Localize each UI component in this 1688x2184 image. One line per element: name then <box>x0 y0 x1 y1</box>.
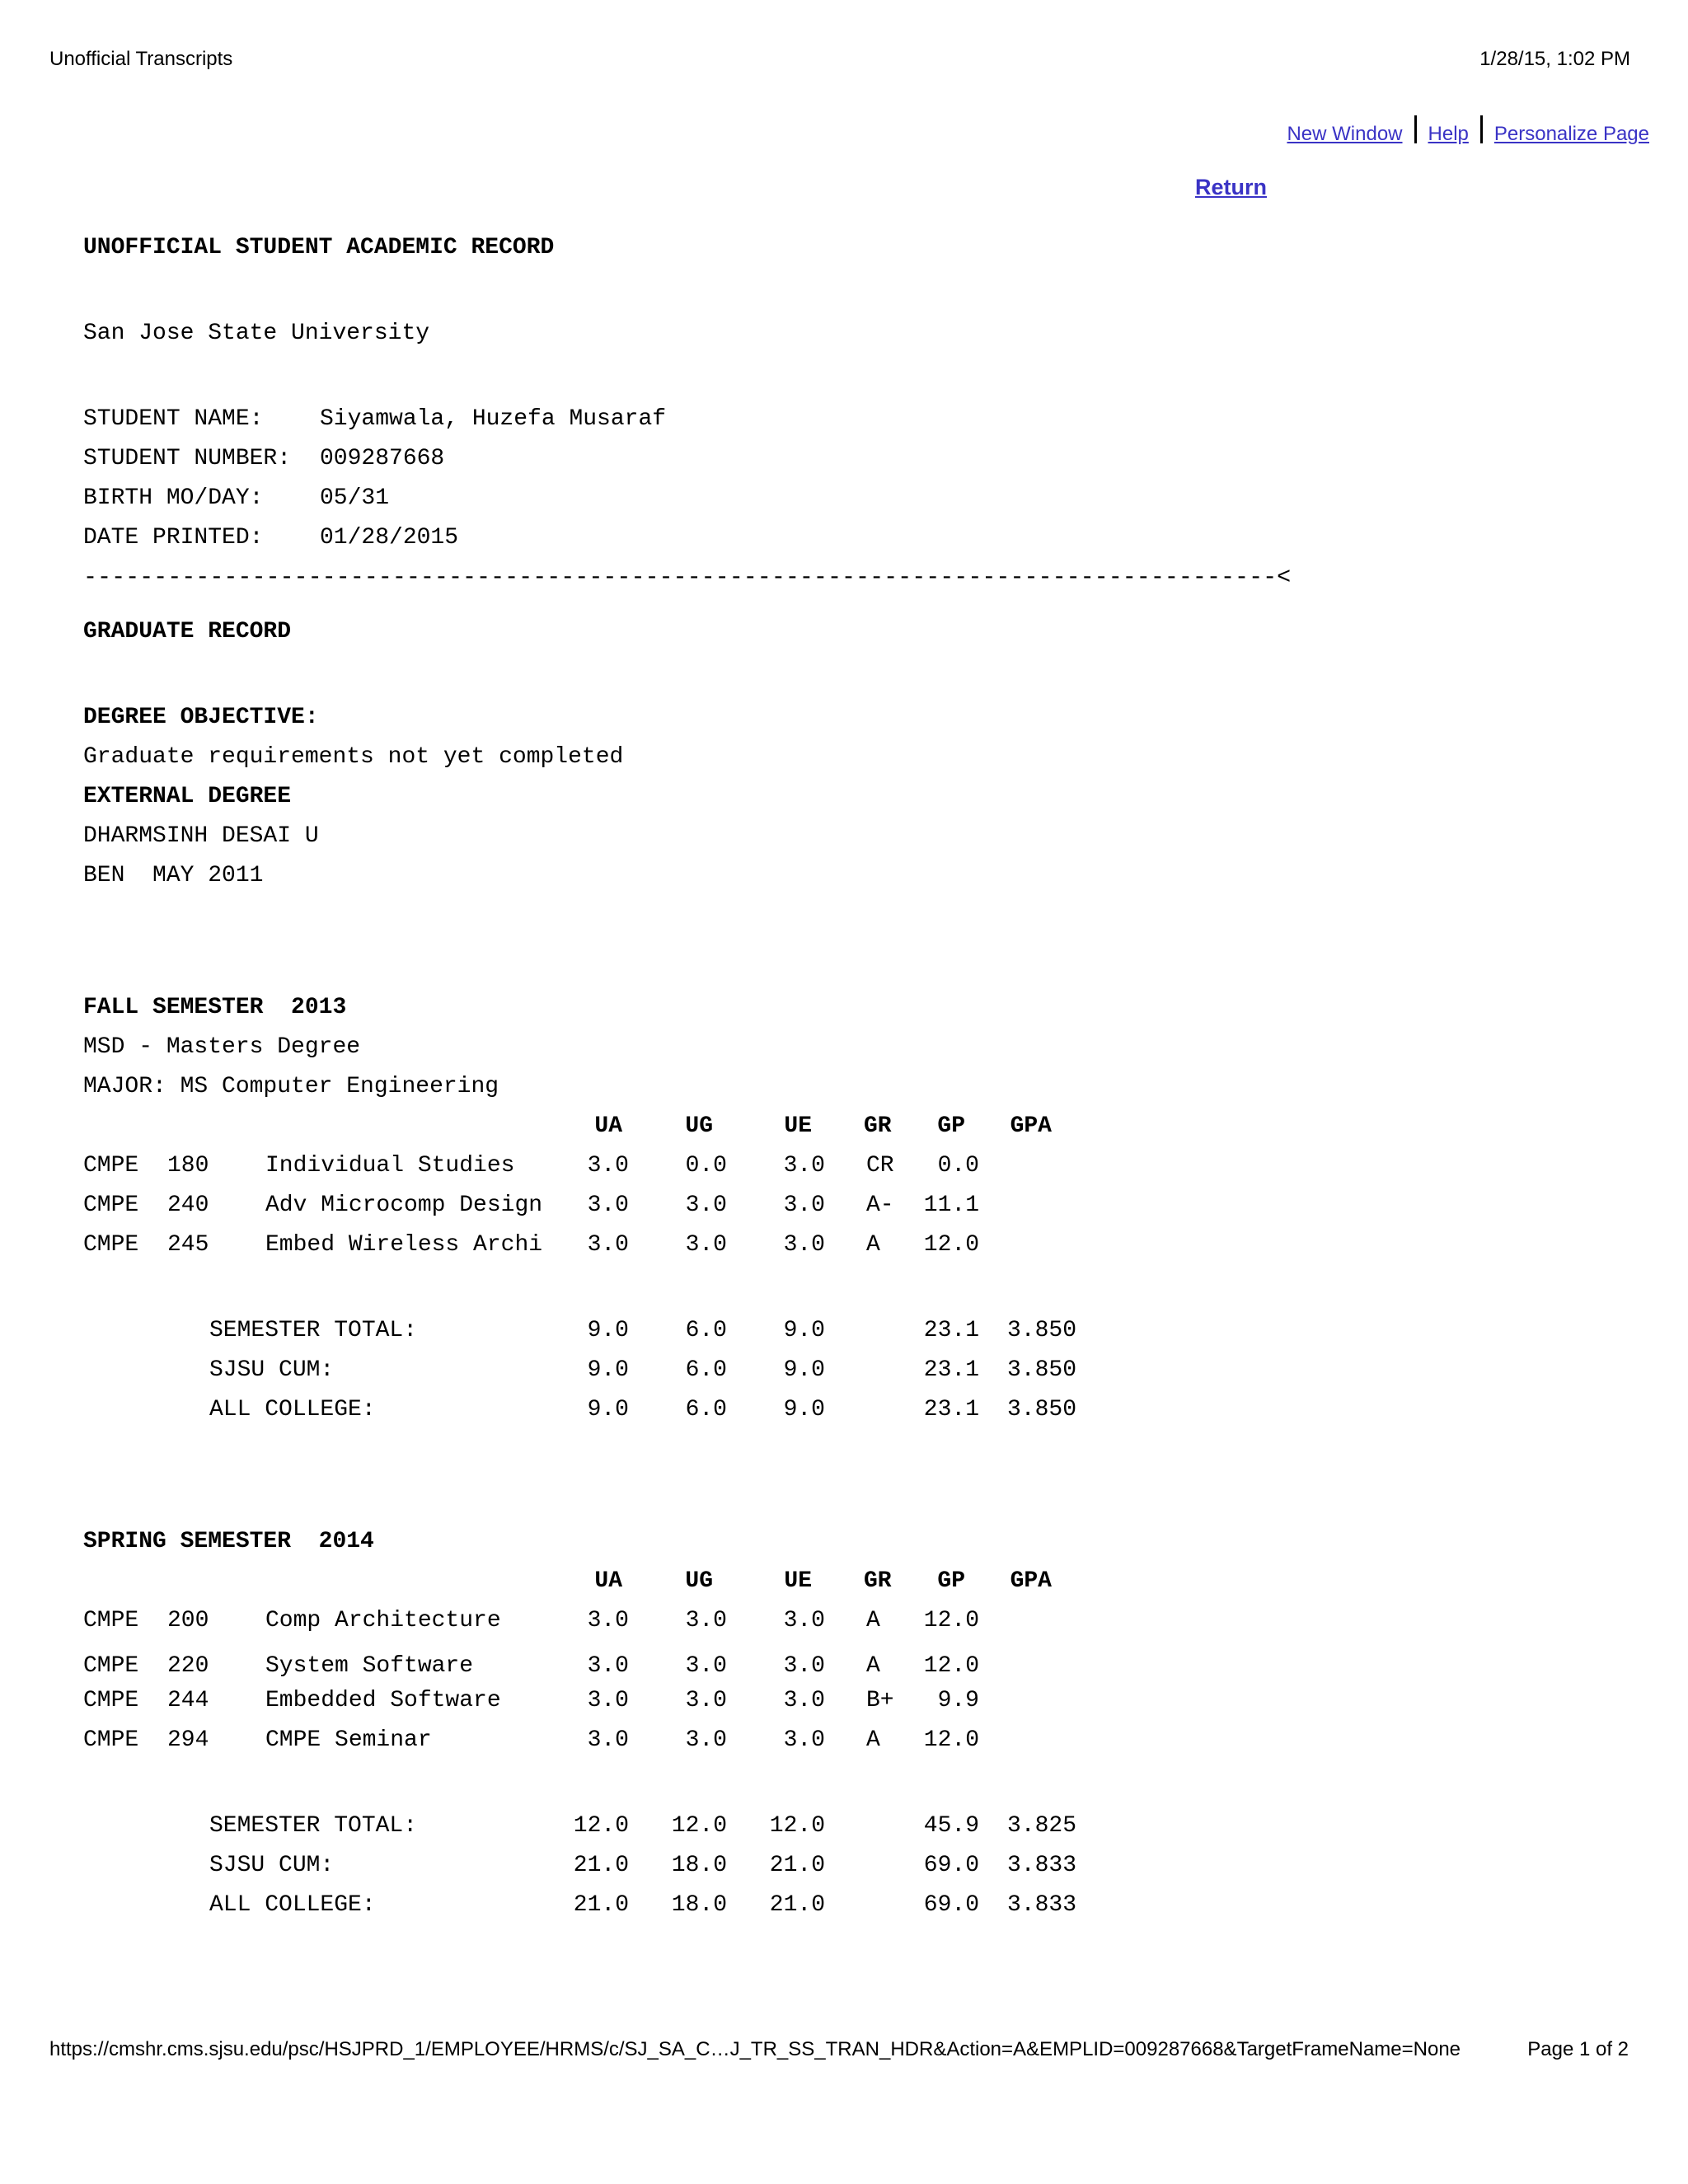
totals-gpa: 3.825 <box>1006 1813 1076 1839</box>
course-ue: 3.0 <box>783 1688 825 1713</box>
new-window-link[interactable]: New Window <box>1287 123 1403 145</box>
course-ue: 3.0 <box>783 1153 825 1179</box>
fall-semester-heading: FALL SEMESTER 2013 <box>83 995 347 1020</box>
date-printed-value: 01/28/2015 <box>320 525 459 551</box>
totals-ug: 12.0 <box>671 1813 727 1839</box>
totals-ua: 9.0 <box>587 1397 629 1422</box>
course-ua: 3.0 <box>587 1608 629 1633</box>
totals-gpa: 3.833 <box>1006 1892 1076 1918</box>
date-printed-label: DATE PRINTED: <box>83 525 264 551</box>
totals-ug: 18.0 <box>671 1892 727 1918</box>
totals-ua: 12.0 <box>573 1813 629 1839</box>
course-ue: 3.0 <box>783 1193 825 1218</box>
print-footer-page: Page 1 of 2 <box>1527 2038 1629 2060</box>
totals-ua: 21.0 <box>573 1853 629 1878</box>
totals-gp: 69.0 <box>923 1853 979 1878</box>
course-ua: 3.0 <box>587 1688 629 1713</box>
birth-value: 05/31 <box>320 485 390 511</box>
spring-semester-heading: SPRING SEMESTER 2014 <box>83 1529 374 1554</box>
degree-objective-label: DEGREE OBJECTIVE: <box>83 705 319 730</box>
totals-ug: 6.0 <box>685 1397 727 1422</box>
course-ug: 3.0 <box>685 1193 727 1218</box>
student-name-label: STUDENT NAME: <box>83 406 264 432</box>
course-grade: A <box>866 1727 880 1753</box>
totals-gpa: 3.850 <box>1006 1357 1076 1383</box>
totals-ua: 9.0 <box>587 1318 629 1343</box>
course-dept: CMPE <box>83 1727 139 1753</box>
course-name: System Software <box>265 1653 474 1679</box>
course-dept: CMPE <box>83 1653 139 1679</box>
page-links <box>1287 120 1649 148</box>
course-grade: B+ <box>866 1688 894 1713</box>
course-number: 180 <box>167 1153 209 1179</box>
student-name-value: Siyamwala, Huzefa Musaraf <box>320 406 667 432</box>
course-name: Embedded Software <box>265 1688 501 1713</box>
course-name: Individual Studies <box>265 1153 515 1179</box>
totals-gpa: 3.833 <box>1006 1853 1076 1878</box>
student-number-value: 009287668 <box>320 446 445 471</box>
course-ua: 3.0 <box>587 1153 629 1179</box>
return-link[interactable]: Return <box>1195 175 1267 199</box>
course-dept: CMPE <box>83 1608 139 1633</box>
fall-program: MSD - Masters Degree <box>83 1034 361 1060</box>
totals-ue: 9.0 <box>783 1357 825 1383</box>
external-school: DHARMSINH DESAI U <box>83 823 319 849</box>
link-separator <box>1480 115 1483 143</box>
course-ug: 3.0 <box>685 1727 727 1753</box>
col-header-ua: UA <box>594 1113 622 1139</box>
totals-label: SEMESTER TOTAL: <box>209 1318 418 1343</box>
course-ua: 3.0 <box>587 1193 629 1218</box>
fall-major: MAJOR: MS Computer Engineering <box>83 1074 499 1099</box>
course-number: 220 <box>167 1653 209 1679</box>
course-number: 294 <box>167 1727 209 1753</box>
course-grade: A <box>866 1232 880 1258</box>
course-grade: A- <box>866 1193 894 1218</box>
course-ue: 3.0 <box>783 1653 825 1679</box>
course-number: 240 <box>167 1193 209 1218</box>
course-ua: 3.0 <box>587 1232 629 1258</box>
totals-label: SJSU CUM: <box>209 1357 335 1383</box>
course-ue: 3.0 <box>783 1232 825 1258</box>
course-ug: 3.0 <box>685 1653 727 1679</box>
totals-label: ALL COLLEGE: <box>209 1892 376 1918</box>
col-header-ua: UA <box>594 1568 622 1594</box>
course-grade: A <box>866 1608 880 1633</box>
course-ue: 3.0 <box>783 1727 825 1753</box>
totals-label: SJSU CUM: <box>209 1853 335 1878</box>
course-ue: 3.0 <box>783 1608 825 1633</box>
course-gp: 9.9 <box>937 1688 979 1713</box>
totals-gp: 23.1 <box>923 1357 979 1383</box>
course-ua: 3.0 <box>587 1727 629 1753</box>
totals-gp: 23.1 <box>923 1397 979 1422</box>
totals-ue: 9.0 <box>783 1318 825 1343</box>
col-header-gr: GR <box>864 1113 892 1139</box>
col-header-gpa: GPA <box>1010 1113 1052 1139</box>
personalize-page-link[interactable]: Personalize Page <box>1493 123 1649 145</box>
col-header-gpa: GPA <box>1010 1568 1052 1594</box>
course-gp: 11.1 <box>923 1193 979 1218</box>
course-ug: 0.0 <box>685 1153 727 1179</box>
course-gp: 12.0 <box>923 1232 979 1258</box>
course-name: Adv Microcomp Design <box>265 1193 543 1218</box>
col-header-ue: UE <box>784 1113 812 1139</box>
totals-gp: 23.1 <box>923 1318 979 1343</box>
course-grade: A <box>866 1653 880 1679</box>
totals-ug: 6.0 <box>685 1357 727 1383</box>
course-number: 245 <box>167 1232 209 1258</box>
link-separator <box>1414 115 1417 143</box>
totals-ug: 18.0 <box>671 1853 727 1878</box>
print-header-title: Unofficial Transcripts <box>49 48 233 70</box>
university-name: San Jose State University <box>83 321 430 346</box>
course-dept: CMPE <box>83 1232 139 1258</box>
totals-ue: 21.0 <box>769 1853 825 1878</box>
course-ug: 3.0 <box>685 1608 727 1633</box>
totals-gpa: 3.850 <box>1006 1397 1076 1422</box>
graduate-record-heading: GRADUATE RECORD <box>83 619 292 644</box>
totals-gpa: 3.850 <box>1006 1318 1076 1343</box>
totals-ua: 9.0 <box>587 1357 629 1383</box>
help-link[interactable]: Help <box>1428 123 1469 145</box>
col-header-gp: GP <box>937 1568 965 1594</box>
col-header-ug: UG <box>685 1568 713 1594</box>
birth-label: BIRTH MO/DAY: <box>83 485 264 511</box>
totals-label: SEMESTER TOTAL: <box>209 1813 418 1839</box>
course-name: Comp Architecture <box>265 1608 501 1633</box>
course-ua: 3.0 <box>587 1653 629 1679</box>
degree-objective-value: Graduate requirements not yet completed <box>83 744 624 770</box>
totals-gp: 69.0 <box>923 1892 979 1918</box>
course-ug: 3.0 <box>685 1232 727 1258</box>
totals-ue: 9.0 <box>783 1397 825 1422</box>
course-grade: CR <box>866 1153 894 1179</box>
course-ug: 3.0 <box>685 1688 727 1713</box>
col-header-gr: GR <box>864 1568 892 1594</box>
course-name: Embed Wireless Archi <box>265 1232 543 1258</box>
course-number: 244 <box>167 1688 209 1713</box>
totals-ue: 21.0 <box>769 1892 825 1918</box>
course-gp: 0.0 <box>937 1153 979 1179</box>
print-footer-url: https://cmshr.cms.sjsu.edu/psc/HSJPRD_1/EMPLOYEE/HRMS/c/SJ_SA_C…J_TR_SS_TRAN_HDR&Action=A&EMPLID=009287668&TargetFrameName=None <box>49 2038 1461 2060</box>
course-gp: 12.0 <box>923 1653 979 1679</box>
totals-ua: 21.0 <box>573 1892 629 1918</box>
course-dept: CMPE <box>83 1193 139 1218</box>
totals-label: ALL COLLEGE: <box>209 1397 376 1422</box>
totals-ug: 6.0 <box>685 1318 727 1343</box>
course-dept: CMPE <box>83 1153 139 1179</box>
external-degree-value: BEN MAY 2011 <box>83 863 264 888</box>
course-dept: CMPE <box>83 1688 139 1713</box>
course-gp: 12.0 <box>923 1727 979 1753</box>
totals-ue: 12.0 <box>769 1813 825 1839</box>
divider-line: -------------------------------------------------------------------------------------< <box>83 564 1292 591</box>
course-name: CMPE Seminar <box>265 1727 432 1753</box>
external-degree-label: EXTERNAL DEGREE <box>83 784 292 809</box>
col-header-ue: UE <box>784 1568 812 1594</box>
col-header-gp: GP <box>937 1113 965 1139</box>
student-number-label: STUDENT NUMBER: <box>83 446 292 471</box>
print-header-datetime: 1/28/15, 1:02 PM <box>1479 48 1630 70</box>
record-title: UNOFFICIAL STUDENT ACADEMIC RECORD <box>83 235 555 260</box>
totals-gp: 45.9 <box>923 1813 979 1839</box>
col-header-ug: UG <box>685 1113 713 1139</box>
course-number: 200 <box>167 1608 209 1633</box>
course-gp: 12.0 <box>923 1608 979 1633</box>
